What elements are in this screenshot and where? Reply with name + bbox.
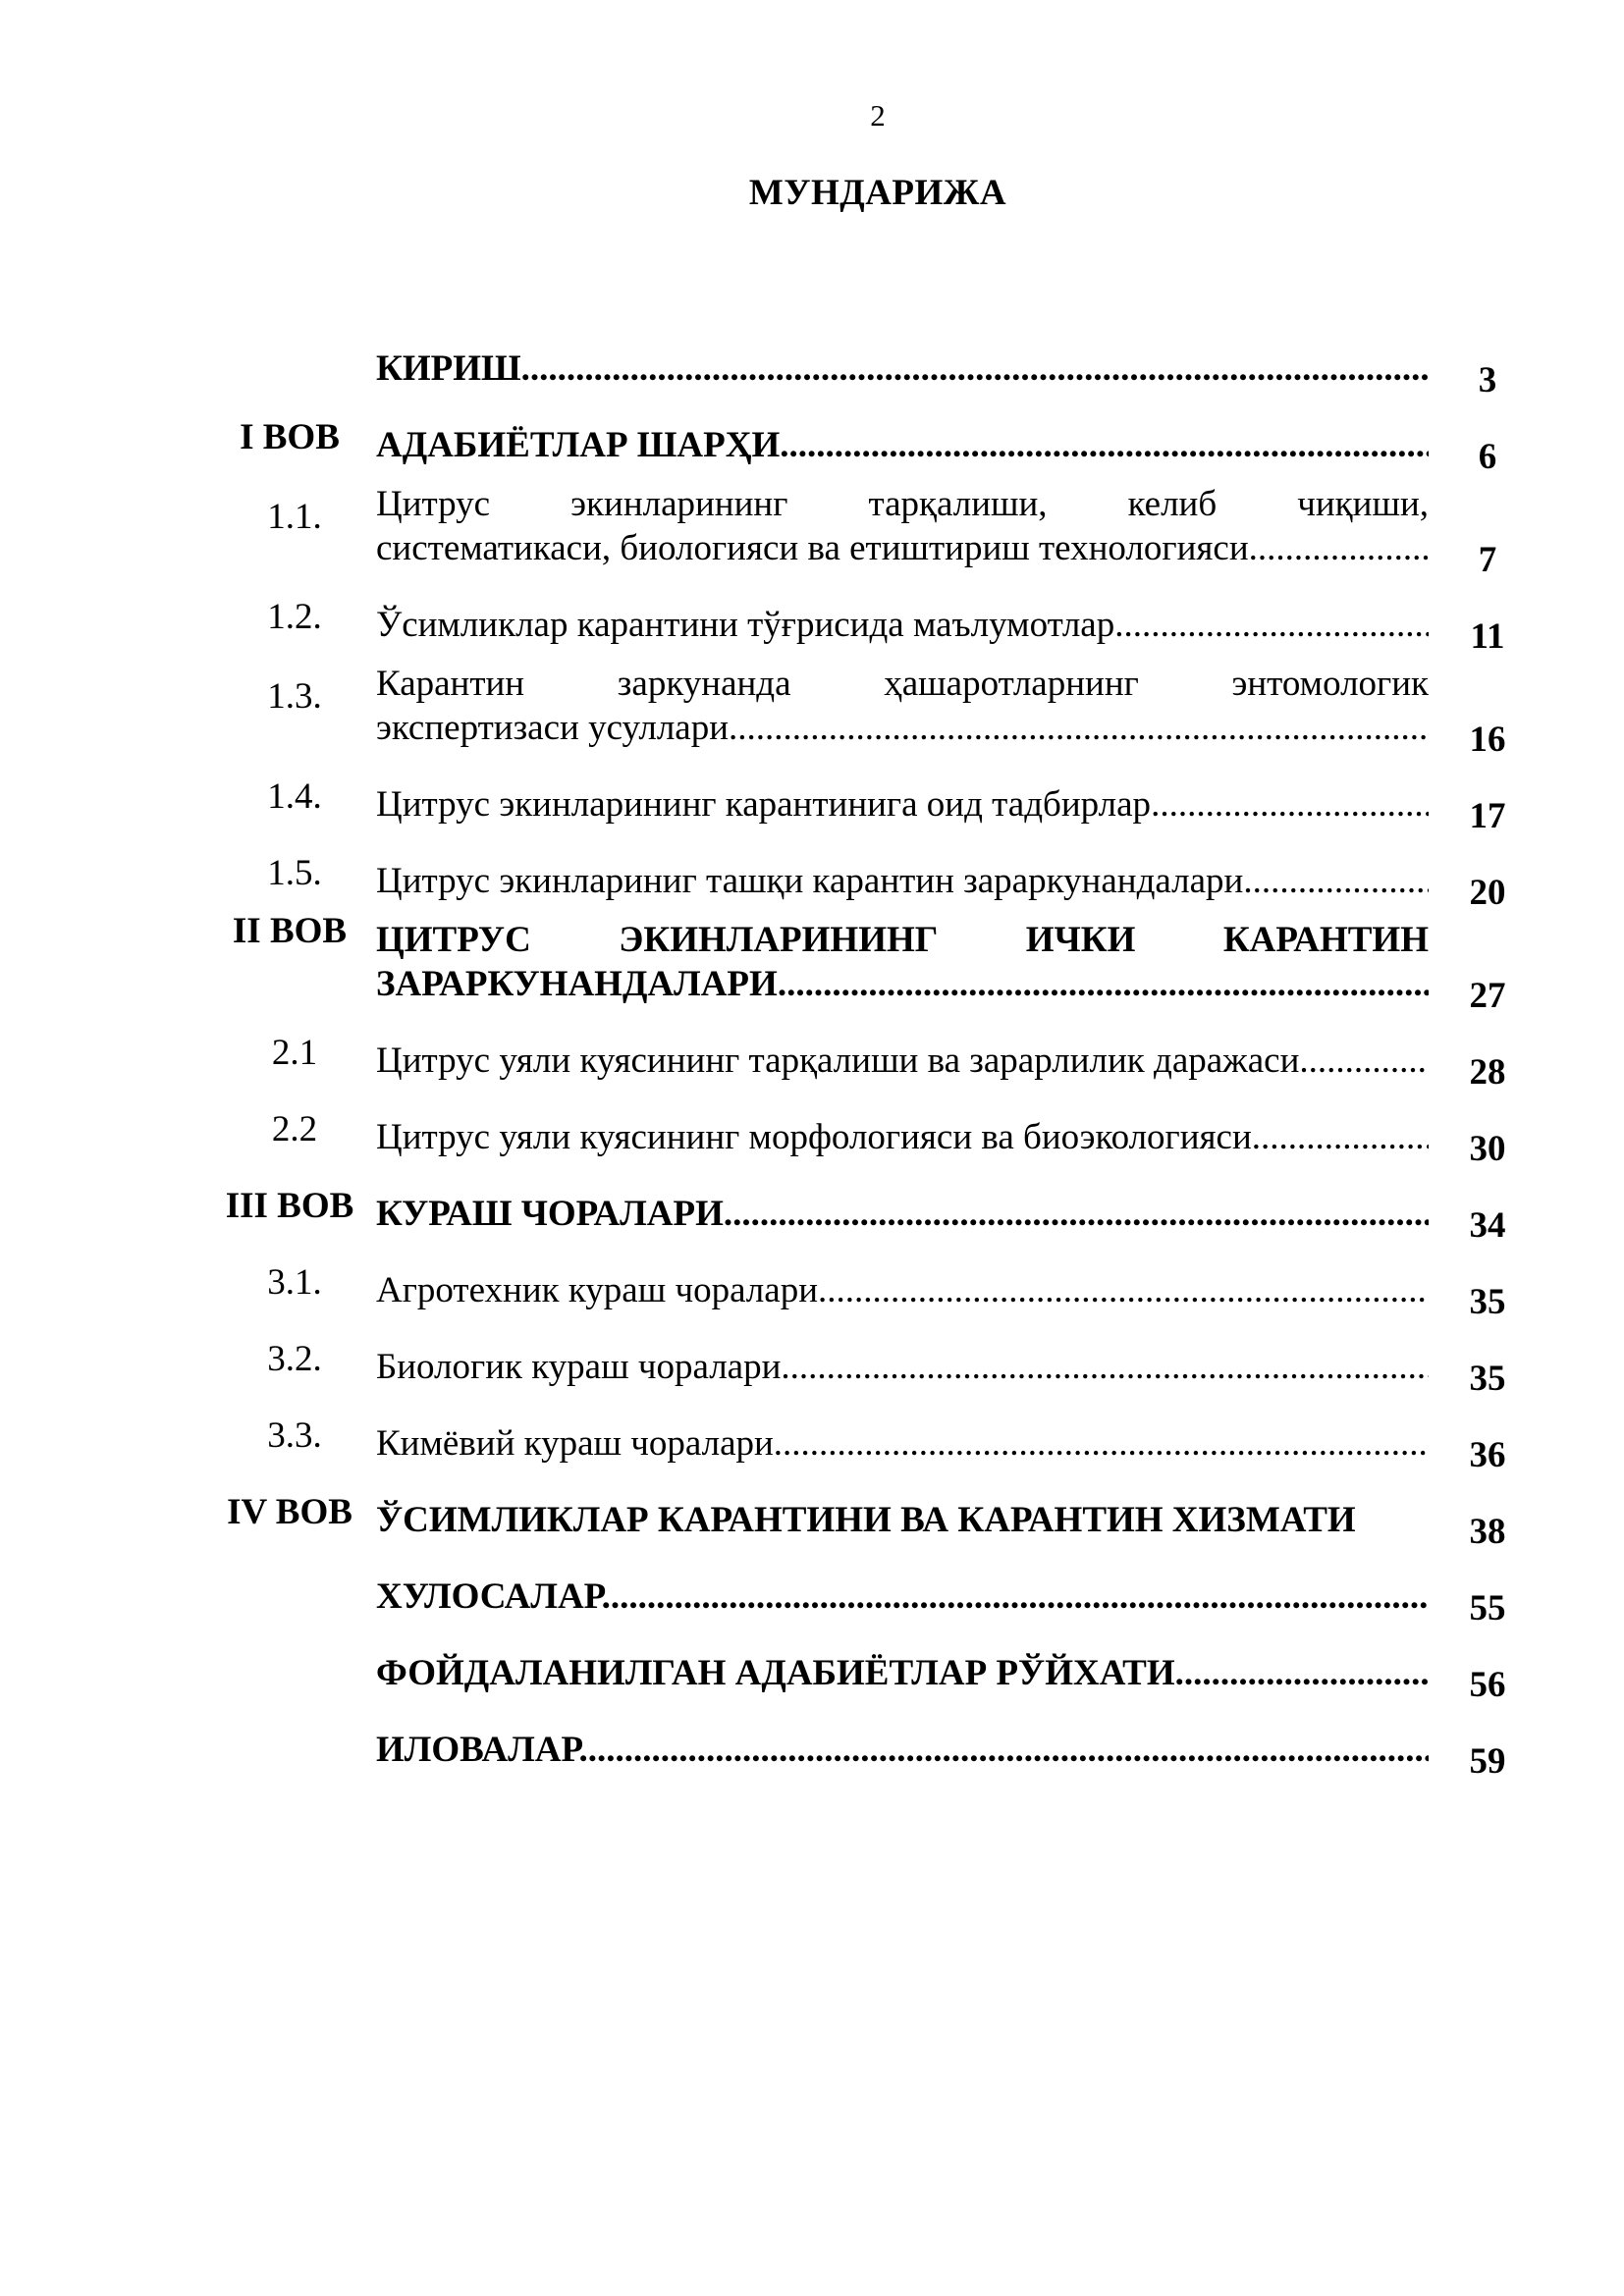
toc-section-number: 1.3. xyxy=(267,676,322,717)
toc-row-conclusions xyxy=(0,1542,1624,1629)
toc-entry-text: Цитрус экинлариниг ташқи карантин зараркунандалари ..... xyxy=(376,859,1429,903)
toc-row-references xyxy=(0,1619,1624,1705)
toc-page-number: 30 xyxy=(1469,1129,1506,1169)
toc-entry-text: Цитрус уяли куясининг тарқалиши ва зарарлилик даражаси ..... xyxy=(376,1039,1429,1083)
toc-page-number: 11 xyxy=(1470,616,1505,657)
toc-page-number: 36 xyxy=(1469,1435,1506,1475)
toc-row-chapter-4 xyxy=(0,1466,1624,1552)
toc-chapter-number: III BOB xyxy=(225,1186,354,1226)
toc-row-1-1 xyxy=(0,467,1624,580)
toc-page-number: 35 xyxy=(1469,1282,1506,1322)
toc-entry-text: Кимёвий кураш чоралари ..... xyxy=(376,1421,1429,1466)
toc-title: МУНДАРИЖА xyxy=(748,173,1007,213)
page-number: 2 xyxy=(870,98,886,133)
toc-row-1-2 xyxy=(0,570,1624,657)
toc-page-number: 17 xyxy=(1469,796,1506,836)
toc-section-number: 3.2. xyxy=(267,1339,322,1379)
toc-row-chapter-3 xyxy=(0,1159,1624,1246)
toc-page-number: 55 xyxy=(1469,1588,1506,1629)
toc-section-number: 2.2 xyxy=(271,1109,318,1149)
toc-row-3-3 xyxy=(0,1389,1624,1475)
toc-page-number: 28 xyxy=(1469,1052,1506,1093)
toc-chapter-number: IV BOB xyxy=(227,1492,352,1532)
toc-entry-line1: Карантин заркунанда ҳашаротларнинг энтомологик xyxy=(376,664,1429,704)
toc-entry-text: Ўсимликлар карантини тўғрисида маълумотлар ..... xyxy=(376,603,1429,647)
toc-section-number: 1.4. xyxy=(267,776,322,817)
toc-chapter-number: II BOB xyxy=(232,911,348,951)
toc-page-number: 34 xyxy=(1469,1205,1506,1246)
toc-page-number: 6 xyxy=(1478,437,1497,477)
table-of-contents xyxy=(0,314,1624,1782)
toc-row-3-2 xyxy=(0,1312,1624,1399)
toc-entry-text: АДАБИЁТЛАР ШАРҲИ ..... xyxy=(376,423,1429,467)
toc-entry-text: Цитрус экинларининг карантинига оид тадбирлар ..... xyxy=(376,782,1429,827)
toc-section-number: 1.1. xyxy=(267,497,322,537)
toc-page-number: 3 xyxy=(1478,360,1497,400)
toc-row-appendices xyxy=(0,1695,1624,1782)
toc-entry-text: Цитрус уяли куясининг морфологияси ва биоэкологияси ..... xyxy=(376,1115,1429,1159)
toc-entry-text: Биологик кураш чоралари ..... xyxy=(376,1345,1429,1389)
toc-entry-text: экспертизаси усуллари ..... xyxy=(376,706,1429,750)
toc-chapter-number: I BOB xyxy=(240,417,340,457)
toc-row-kirish xyxy=(0,314,1624,400)
toc-section-number: 2.1 xyxy=(271,1033,318,1073)
toc-page-number: 7 xyxy=(1478,540,1497,580)
toc-entry-text: ХУЛОСАЛАР ..... xyxy=(376,1575,1429,1619)
toc-section-number: 3.1. xyxy=(267,1262,322,1303)
toc-entry-text: ИЛОВАЛАР ..... xyxy=(376,1728,1429,1772)
toc-entry-line1: ЦИТРУС ЭКИНЛАРИНИНГ ИЧКИ КАРАНТИН xyxy=(376,920,1429,960)
toc-entry-text: ЎСИМЛИКЛАР КАРАНТИНИ ВА КАРАНТИН ХИЗМАТИ xyxy=(376,1500,1356,1540)
toc-entry-text: систематикаси, биологияси ва етиштириш технологияси. ..... xyxy=(376,526,1429,570)
toc-entry-line1: Цитрус экинларининг тарқалиши, келиб чиқиши, xyxy=(376,484,1429,524)
toc-row-2-2 xyxy=(0,1083,1624,1169)
toc-section-number: 1.2. xyxy=(267,597,322,637)
toc-page-number: 56 xyxy=(1469,1665,1506,1705)
toc-row-1-4 xyxy=(0,750,1624,836)
toc-row-1-3 xyxy=(0,647,1624,760)
toc-entry-text: КУРАШ ЧОРАЛАРИ ..... xyxy=(376,1192,1429,1236)
toc-row-chapter-2 xyxy=(0,903,1624,1016)
toc-page-number: 38 xyxy=(1469,1512,1506,1552)
toc-page-number: 59 xyxy=(1469,1741,1506,1782)
toc-row-2-1 xyxy=(0,1006,1624,1093)
toc-row-1-5 xyxy=(0,827,1624,913)
toc-section-number: 3.3. xyxy=(267,1415,322,1456)
toc-page-number: 35 xyxy=(1469,1359,1506,1399)
toc-row-chapter-1 xyxy=(0,391,1624,477)
toc-page-number: 27 xyxy=(1469,976,1506,1016)
toc-entry-text: Агротехник кураш чоралари ..... xyxy=(376,1268,1429,1312)
toc-page-number: 20 xyxy=(1469,873,1506,913)
toc-row-3-1 xyxy=(0,1236,1624,1322)
toc-entry-text: ФОЙДАЛАНИЛГАН АДАБИЁТЛАР РЎЙХАТИ ..... xyxy=(376,1651,1429,1695)
toc-section-number: 1.5. xyxy=(267,853,322,893)
toc-page-number: 16 xyxy=(1469,720,1506,760)
toc-entry-text: ЗАРАРКУНАНДАЛАРИ ..... xyxy=(376,962,1429,1006)
toc-entry-text: КИРИШ ..... xyxy=(376,347,1429,391)
